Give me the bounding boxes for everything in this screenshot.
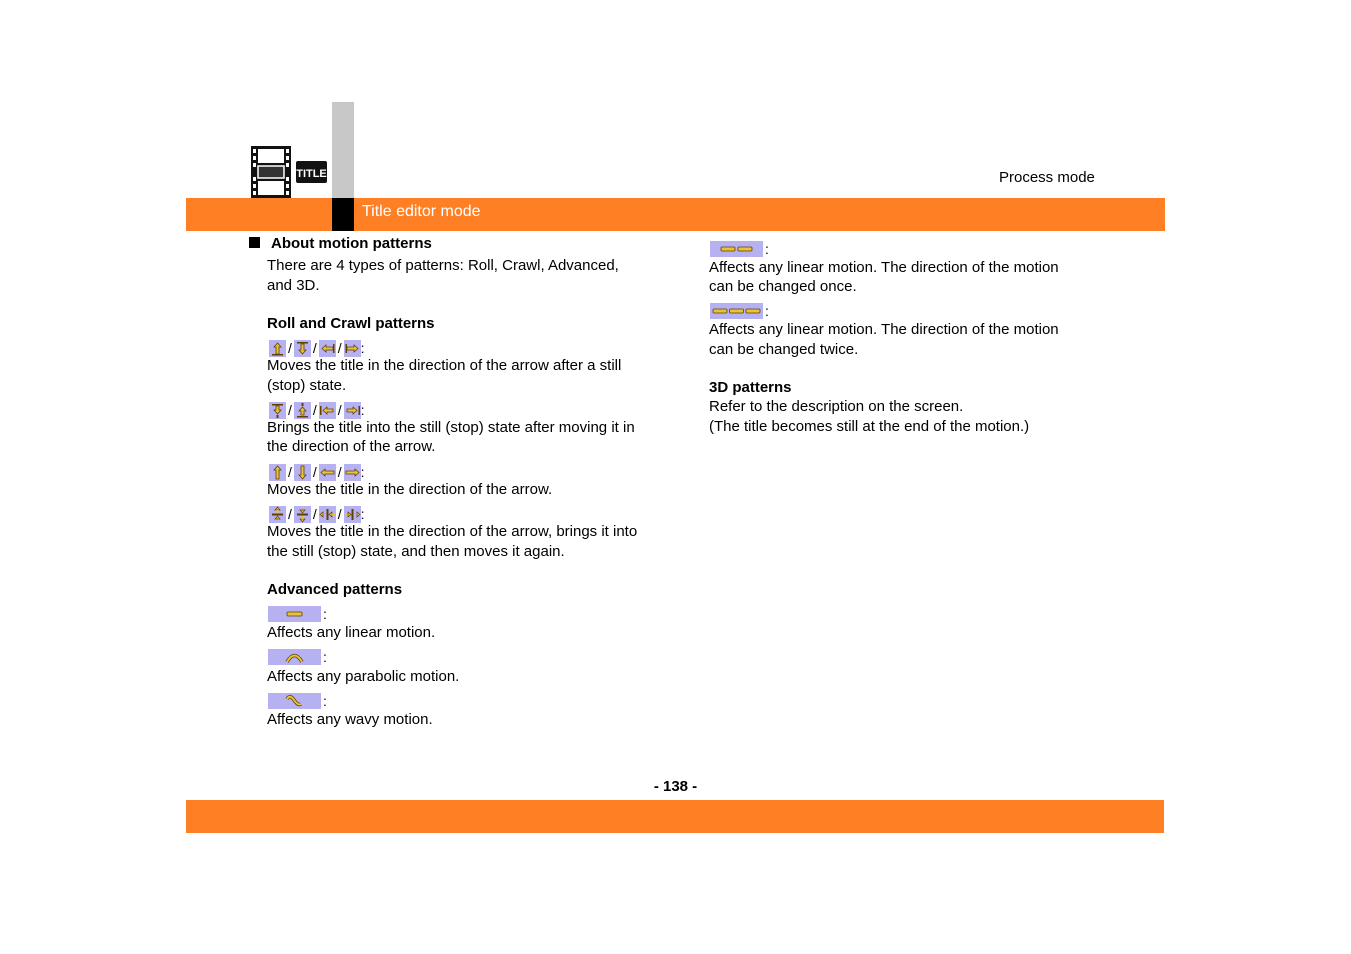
row3-description: Moves the title in the direction of the arrow. [267, 481, 553, 498]
move-left-icon [319, 464, 336, 481]
linear-two-turns-description: Affects any linear motion. The direction of the motion [709, 321, 1059, 338]
two-segment-row: : [710, 240, 769, 258]
stop-go-right-icon [344, 506, 361, 523]
film-strip-icon [251, 146, 291, 198]
section-bullet [249, 237, 260, 248]
linear-one-turn-icon [710, 241, 763, 257]
wavy-motion-icon [268, 693, 321, 709]
linear-two-turns-description: can be changed twice. [709, 341, 859, 358]
3d-patterns-heading: 3D patterns [709, 379, 792, 396]
intro-text: and 3D. [267, 277, 320, 294]
row1-description: Moves the title in the direction of the arrow after a still [267, 357, 622, 374]
header-black-tab [332, 198, 354, 231]
header-gray-tab [332, 102, 354, 198]
three-segment-row: : [710, 302, 769, 320]
advanced-heading: Advanced patterns [267, 581, 403, 598]
title-logo [296, 161, 327, 183]
title-logo-text: TITLE [296, 168, 327, 180]
roll-in-down-icon [269, 402, 286, 419]
roll-in-icon-row: / / / : [269, 401, 365, 419]
stop-go-down-icon [294, 506, 311, 523]
page-number: - 138 - [653, 778, 698, 795]
roll-down-icon [294, 340, 311, 357]
parabolic-motion-icon [268, 649, 321, 665]
advanced-parabolic-row: : [268, 648, 327, 666]
crawl-left-icon [319, 340, 336, 357]
section-title: Title editor mode [362, 203, 481, 220]
stop-go-up-icon [269, 506, 286, 523]
move-right-icon [344, 464, 361, 481]
advanced-linear-description: Affects any linear motion. [267, 624, 436, 641]
linear-one-turn-description: Affects any linear motion. The direction of the motion [709, 259, 1059, 276]
row2-description: Brings the title into the still (stop) state after moving it in [267, 419, 635, 436]
row4-description: Moves the title in the direction of the arrow, brings it into [267, 523, 638, 540]
row1-description: (stop) state. [267, 377, 347, 394]
intro-text: There are 4 types of patterns: Roll, Crawl, Advanced, [267, 257, 619, 274]
row4-description: the still (stop) state, and then moves it again. [267, 543, 565, 560]
motion-patterns-heading: About motion patterns [271, 235, 432, 252]
move-down-icon [294, 464, 311, 481]
3d-patterns-description: (The title becomes still at the end of the motion.) [709, 418, 1030, 435]
3d-patterns-description: Refer to the description on the screen. [709, 398, 964, 415]
roll-icon-row: / / / : [269, 339, 365, 357]
linear-one-turn-description: can be changed once. [709, 278, 857, 295]
linear-two-turns-icon [710, 303, 763, 319]
crawl-in-left-icon [319, 402, 336, 419]
roll-up-icon [269, 340, 286, 357]
process-mode-label: Process mode [999, 169, 1095, 186]
move-icon-row: / / / : [269, 463, 365, 481]
crawl-right-icon [344, 340, 361, 357]
stop-and-go-icon-row: / / / : [269, 505, 365, 523]
move-up-icon [269, 464, 286, 481]
roll-in-up-icon [294, 402, 311, 419]
footer-bar [186, 800, 1164, 833]
row2-description: the direction of the arrow. [267, 438, 436, 455]
advanced-linear-row: : [268, 605, 327, 623]
stop-go-left-icon [319, 506, 336, 523]
advanced-parabolic-description: Affects any parabolic motion. [267, 668, 460, 685]
advanced-wavy-row: : [268, 692, 327, 710]
roll-crawl-heading: Roll and Crawl patterns [267, 315, 435, 332]
crawl-in-right-icon [344, 402, 361, 419]
advanced-wavy-description: Affects any wavy motion. [267, 711, 433, 728]
linear-motion-icon [268, 606, 321, 622]
